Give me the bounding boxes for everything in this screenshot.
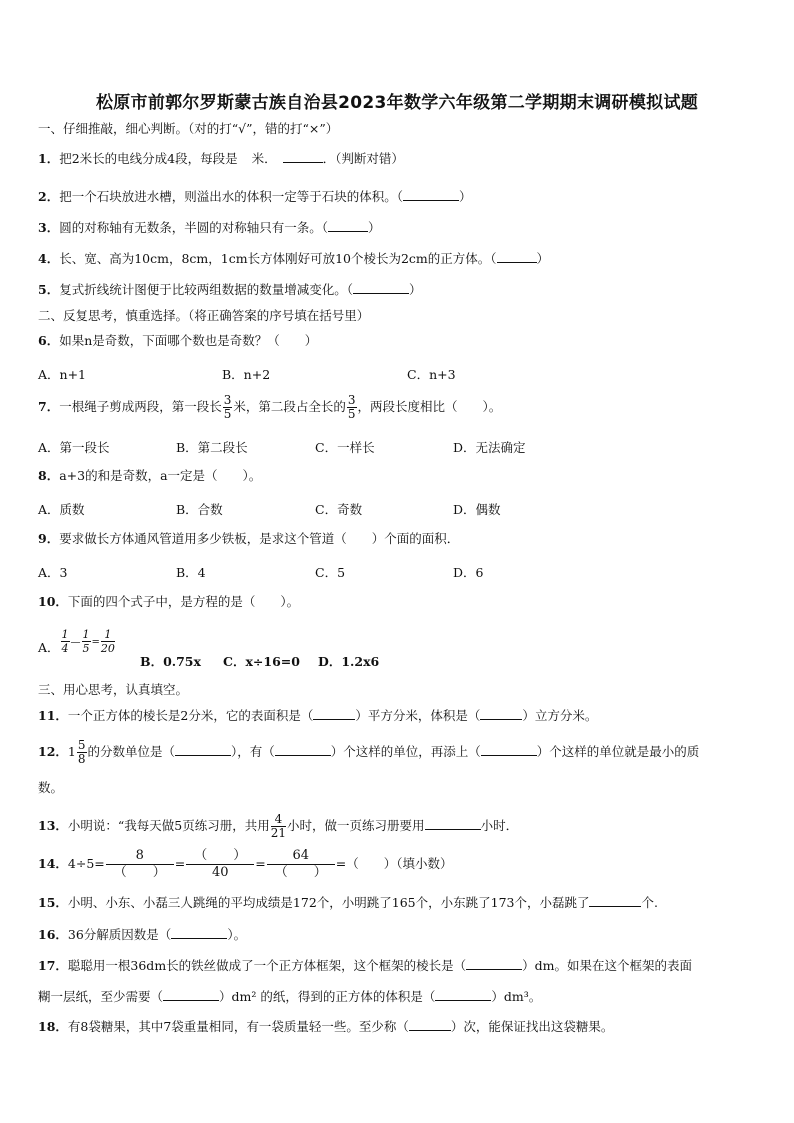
answer-blank[interactable]: [497, 251, 537, 263]
q9-option-d[interactable]: D．6: [453, 565, 484, 580]
fraction: $\frac{1}{5}$: [82, 628, 90, 655]
question-5: 5．复式折线统计图便于比较两组数据的数量增减变化。（ ）: [38, 282, 422, 297]
question-1: 1．把2米长的电线分成4段，每段是 米． ．（判断对错）: [38, 151, 404, 166]
question-10: 10．下面的四个式子中，是方程的是（ ）。: [38, 594, 300, 609]
question-17: 17．聪聪用一根36dm长的铁丝做成了一个正方体框架，这个框架的棱长是（ ）dm。如果在这个框架的表面: [38, 958, 693, 973]
section-1-heading: 一、仔细推敲，细心判断。（对的打“√”，错的打“×”）: [38, 121, 339, 136]
q9-option-c[interactable]: C．5: [315, 565, 346, 580]
fraction: $\frac{3}{5}$: [223, 393, 232, 421]
answer-blank[interactable]: [466, 958, 522, 970]
q7-option-c[interactable]: C．一样长: [315, 440, 375, 455]
q6-option-a[interactable]: A．n+1: [38, 367, 87, 382]
fraction: $\frac{3}{5}$: [347, 393, 356, 421]
q6-option-c[interactable]: C．n+3: [407, 367, 456, 382]
question-7: 7．一根绳子剪成两段，第一段长 $\frac{3}{5}$ 米，第二段占全长的 $\frac{3}{5}$ ，两段长度相比（ ）。: [38, 393, 502, 421]
question-8: 8．a+3的和是奇数，a一定是（ ）。: [38, 468, 262, 483]
q7-option-d[interactable]: D．无法确定: [453, 440, 526, 455]
answer-blank[interactable]: [425, 818, 481, 830]
q8-option-b[interactable]: B．合数: [176, 502, 223, 517]
question-12-continued: 数。: [38, 780, 64, 795]
fraction: $\frac{4}{21}$: [270, 812, 287, 840]
page-title: 松原市前郭尔罗斯蒙古族自治县2023年数学六年级第二学期期末调研模拟试题: [95, 93, 699, 113]
answer-blank[interactable]: [435, 989, 491, 1001]
answer-blank[interactable]: [283, 151, 323, 163]
section-3-heading: 三、用心思考，认真填空。: [38, 682, 189, 697]
question-4: 4．长、宽、高为10cm，8cm，1cm长方体刚好可放10个棱长为2cm的正方体。（ ）: [38, 251, 550, 266]
question-2: 2．把一个石块放进水槽，则溢出水的体积一定等于石块的体积。（ ）: [38, 189, 472, 204]
answer-blank[interactable]: [313, 708, 355, 720]
q10-option-b[interactable]: B．0.75x: [140, 654, 201, 669]
fraction: $\frac{1}{4}$: [61, 628, 69, 655]
answer-blank[interactable]: [175, 744, 231, 756]
q7-option-b[interactable]: B．第二段长: [176, 440, 248, 455]
q6-option-b[interactable]: B．n+2: [222, 367, 271, 382]
question-13: 13．小明说：“我每天做5页练习册，共用 $\frac{4}{21}$ 小时，做一页练习册要用 小时．: [38, 812, 519, 840]
question-17-continued: 糊一层纸，至少需要（ ）dm² 的纸，得到的正方体的体积是（ ）dm³。: [38, 989, 542, 1004]
section-2-heading: 二、反复思考，慎重选择。（将正确答案的序号填在括号里）: [38, 308, 370, 323]
answer-blank[interactable]: [481, 744, 537, 756]
answer-blank[interactable]: [171, 927, 227, 939]
answer-blank[interactable]: [589, 895, 641, 907]
question-16: 16．36分解质因数是（ ）。: [38, 927, 247, 942]
q9-option-a[interactable]: A．3: [38, 565, 68, 580]
fraction: $\frac{( )}{40}$: [186, 848, 254, 881]
q10-option-c[interactable]: C．x÷16=0: [223, 654, 300, 669]
answer-blank[interactable]: [328, 220, 368, 232]
fraction: $\frac{8}{( )}$: [106, 848, 174, 881]
question-18: 18．有8袋糖果，其中7袋重量相同，有一袋质量轻一些。至少称（ ）次，能保证找出这袋糖果。: [38, 1019, 614, 1034]
answer-blank[interactable]: [275, 744, 331, 756]
q10-option-d[interactable]: D．1.2x6: [318, 654, 380, 669]
answer-blank[interactable]: [480, 708, 522, 720]
question-11: 11．一个正方体的棱长是2分米，它的表面积是（ ）平方分米，体积是（ ）立方分米。: [38, 708, 598, 723]
answer-blank[interactable]: [409, 1019, 451, 1031]
fraction: $\frac{5}{8}$: [77, 738, 86, 766]
answer-blank[interactable]: [353, 282, 409, 294]
q8-option-d[interactable]: D．偶数: [453, 502, 501, 517]
q9-option-b[interactable]: B．4: [176, 565, 206, 580]
question-6: 6．如果n是奇数，下面哪个数也是奇数？（ ）: [38, 333, 318, 348]
q10-option-a[interactable]: A． $\frac{1}{4}$ — $\frac{1}{5}$ = $\frac{1}{20}$: [38, 628, 115, 655]
question-3: 3．圆的对称轴有无数条，半圆的对称轴只有一条。（ ）: [38, 220, 381, 235]
fraction: $\frac{64}{( )}$: [267, 848, 335, 881]
answer-blank[interactable]: [163, 989, 219, 1001]
q8-option-c[interactable]: C．奇数: [315, 502, 363, 517]
q8-option-a[interactable]: A．质数: [38, 502, 85, 517]
fraction: $\frac{1}{20}$: [100, 628, 115, 655]
question-15: 15．小明、小东、小磊三人跳绳的平均成绩是172个，小明跳了165个，小东跳了173个，小磊跳了 个.: [38, 895, 658, 910]
question-12: 12．1 $\frac{5}{8}$ 的分数单位是（ ），有（ ）个这样的单位，再添上（ ）个这样的单位就是最小的质: [38, 738, 700, 766]
answer-blank[interactable]: [403, 189, 459, 201]
q7-option-a[interactable]: A．第一段长: [38, 440, 110, 455]
question-14: 14．4÷5= $\frac{8}{( )}$ = $\frac{( )}{40}$ = $\frac{64}{( )}$ =（ ）（填小数）: [38, 848, 453, 880]
question-9: 9．要求做长方体通风管道用多少铁板，是求这个管道（ ）个面的面积．: [38, 531, 460, 546]
